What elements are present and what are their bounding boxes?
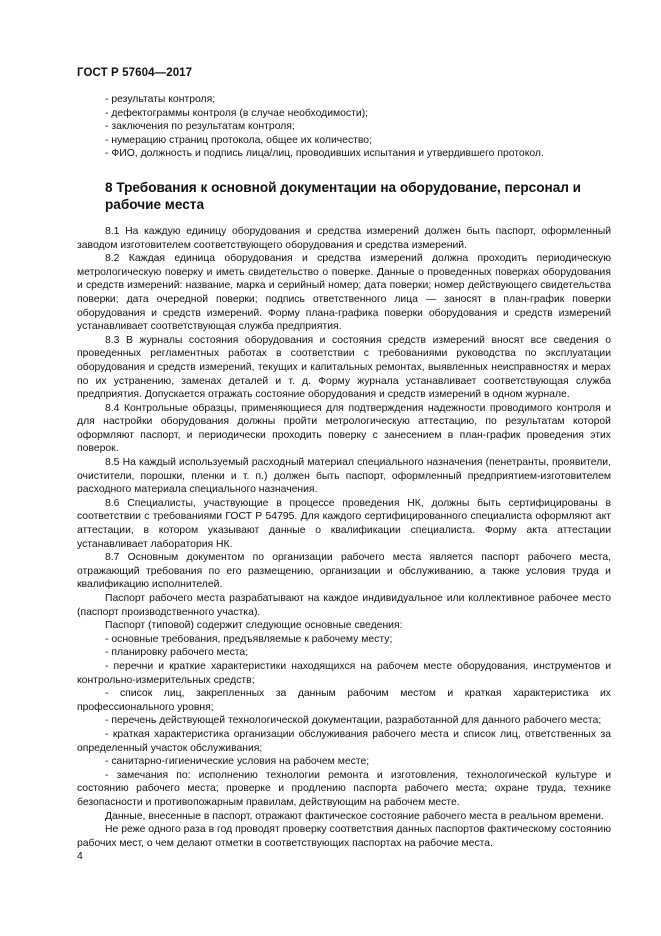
list-item: - дефектограммы контроля (в случае необходимости); [105, 107, 369, 119]
paragraph: Не реже одного раза в год проводят проверку соответствия данных паспортов фактическому состоянию рабочих мест, о чем делают отметки в соответствующих паспортах на рабочие места. [77, 824, 611, 849]
paragraph: Паспорт (типовой) содержит следующие основные сведения: [105, 620, 403, 632]
paragraph-8-5: 8.5 На каждый используемый расходный материал специального назначения (пенетранты, проявители, очистители, порошки, пленки и т. п.) должен быть паспорт, оформленный предприятием-изготовителем расходного материала специального назначения. [77, 457, 611, 496]
page-number: 4 [77, 851, 83, 862]
list-item: - основные требования, предъявляемые к рабочему месту; [105, 633, 393, 645]
list-item: - нумерацию страниц протокола, общее их количество; [105, 134, 372, 146]
list-item: - краткая характеристика организации обслуживания рабочего места и список лиц, ответственных за определенный участок обслуживания; [77, 728, 611, 754]
paragraph: Данные, внесенные в паспорт, отражают фактическое состояние рабочего места в реальном времени. [105, 810, 604, 822]
paragraph-8-3: 8.3 В журналы состояния оборудования и состояния средств измерений вносят все сведения о проведенных регламентных работах в соответствии с требованиями руководства по эксплуатации оборудования и средств измерений, текущих и капитальных ремонтах, выявленных неисправностях и мерах по их устранению, заменах деталей и т. д. Форму журнала устанавливает соответствующая служба предприятия. Допускается отражать состояние оборудования и средств измерений в одном журнале. [77, 334, 611, 401]
paragraph-8-7: 8.7 Основным документом по организации рабочего места является паспорт рабочего места, отражающий требования по его размещению, организации и обслуживанию, а также условия труда и квалификацию исполнителей. [77, 552, 611, 591]
section-heading: 8 Требования к основной документации на оборудование, персонал и рабочие места [105, 179, 582, 212]
list-item: - ФИО, должность и подпись лица/лиц, проводивших испытания и утвердившего протокол. [105, 148, 544, 160]
section-body [77, 225, 611, 850]
list-item: - замечания по: исполнению технологии ремонта и изготовления, технологической культуре и состоянию рабочего места; проверке и продлению паспорта рабочего места; охране труда, технике безопасности и противопожарным правилам, действующим на рабочем месте. [77, 769, 611, 808]
paragraph-8-2: 8.2 Каждая единица оборудования и средства измерений должна проходить периодическую метрологическую поверку и иметь свидетельство о поверке. Данные о проведенных поверках оборудования и средств измерений: название, марка и серийный номер; дата поверки; номер действующего свидетельства поверки; дата очередной поверки; подпись ответственного лица — заносят в план-график поверки оборудования и средств измерений. Форму плана-графика поверки оборудования и средств измерений устанавливает соответствующая служба предприятия. [77, 253, 611, 333]
page-content [77, 93, 611, 850]
paragraph-8-4: 8.4 Контрольные образцы, применяющиеся для подтверждения надежности проводимого контроля и для настройки оборудования должны пройти метрологическую аттестацию, по результатам которой оформляют паспорт, и периодически проходить поверку с занесением в план-график проведения этих поверок. [77, 402, 611, 455]
list-item: - перечень действующей технологической документации, разработанной для данного рабочего места; [105, 715, 602, 727]
intro-list [77, 93, 611, 161]
list-item: - результаты контроля; [105, 94, 216, 105]
document-code-header: ГОСТ Р 57604—2017 [77, 67, 193, 79]
paragraph: Паспорт рабочего места разрабатывают на каждое индивидуальное или коллективное рабочее место (паспорт производственного участка). [77, 593, 611, 618]
list-item: - список лиц, закрепленных за данным рабочим местом и краткая характеристика их профессионального уровня; [77, 688, 611, 713]
list-item: - планировку рабочего места; [105, 647, 249, 659]
list-item: - перечни и краткие характеристики находящихся на рабочем месте оборудования, инструментов и контрольно-измерительных средств; [77, 660, 611, 686]
list-item: - заключения по результатам контроля; [105, 121, 295, 133]
list-item: - санитарно-гигиенические условия на рабочем месте; [105, 756, 370, 768]
paragraph-8-1: 8.1 На каждую единицу оборудования и средства измерений должен быть паспорт, оформленный заводом изготовителем соответствующего оборудования и средства измерений. [77, 225, 611, 251]
paragraph-8-6: 8.6 Специалисты, участвующие в процессе проведения НК, должны быть сертифицированы в соответствии с требованиями ГОСТ Р 54795. Для каждого сертифицированного специалиста оформляют акт аттестации, в котором указывают данные о квалификации специалиста. Форму акта аттестации устанавливает лаборатория НК. [77, 497, 611, 550]
